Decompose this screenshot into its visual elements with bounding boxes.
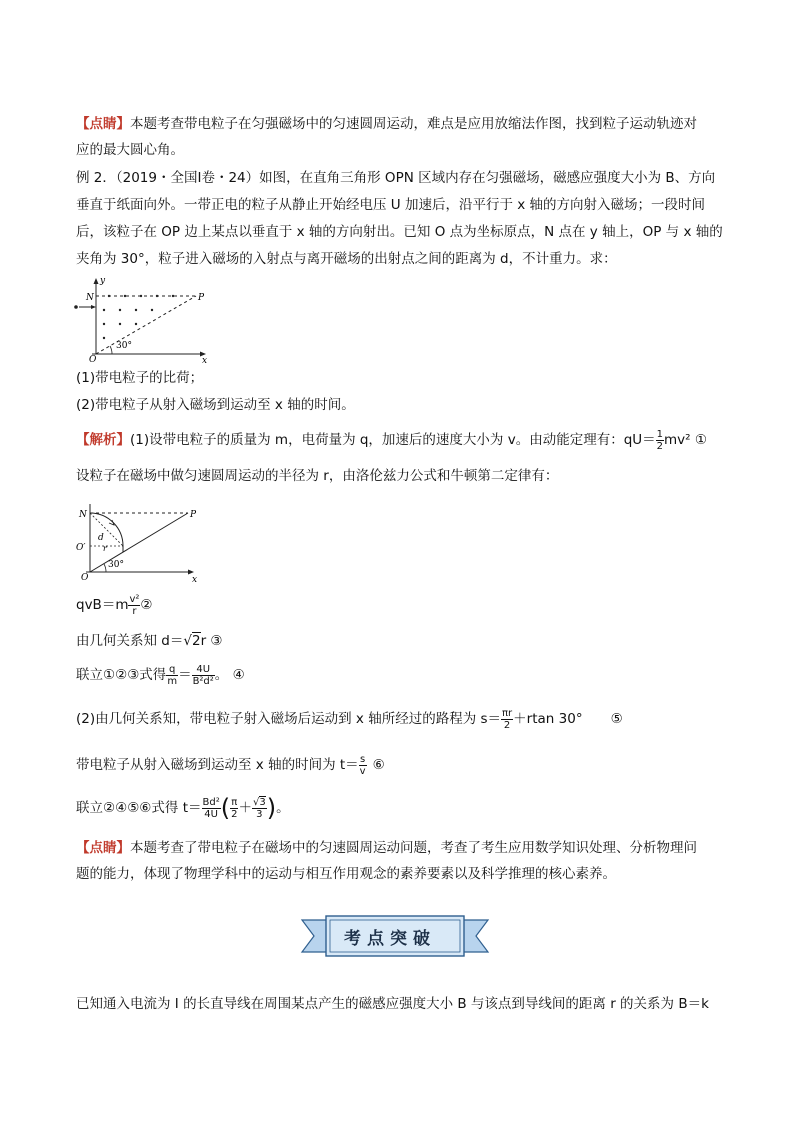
fig2-r-label: r <box>103 544 107 553</box>
fig1-N-label: N <box>86 293 94 303</box>
figure-2-diagram <box>74 494 204 584</box>
dianjing-2 <box>76 834 697 862</box>
fig2-d-label: d <box>98 533 104 543</box>
equation-5: (2)由几何关系知，带电粒子射入磁场后运动到 x 轴所经过的路程为 s＝ $\frac{\pi r}{2}$ ＋rtan 30° ⑤ <box>76 707 623 731</box>
dianjing-1 <box>76 110 697 138</box>
fig2-P-label: P <box>190 510 197 520</box>
final-line: 已知通入电流为 I 的长直导线在周围某点产生的磁感应强度大小 B 与该点到导线间的距离 r 的关系为 B＝k <box>76 996 709 1012</box>
dianjing-2-line1: 本题考查了带电粒子在磁场中的匀速圆周运动问题，考查了考生应用数学知识处理、分析物理问 <box>130 840 697 856</box>
jiexi-label: 【解析】 <box>76 432 130 448</box>
figure-1-diagram <box>72 274 212 364</box>
question-2: (2)带电粒子从射入磁场到运动至 x 轴的时间。 <box>76 397 355 413</box>
fig2-O-label: O <box>81 573 89 583</box>
fraction-half: $\frac{1}{2}$ <box>656 428 664 452</box>
fig1-angle-label: 30° <box>116 341 132 351</box>
example2-line2: 垂直于纸面向外。一带正电的粒子从静止开始经电压 U 加速后，沿平行于 x 轴的方向射入磁场；一段时间 <box>76 197 706 213</box>
fig1-y-label: y <box>100 276 106 286</box>
example2-line4: 夹角为 30°，粒子进入磁场的入射点与离开磁场的出射点之间的距离为 d，不计重力。求： <box>76 251 617 267</box>
dianjing-label: 【点睛】 <box>76 116 130 132</box>
dianjing-1-line1: 本题考查带电粒子在匀强磁场中的匀速圆周运动，难点是应用放缩法作图，找到粒子运动轨迹对 <box>130 116 697 132</box>
equation-2: qvB＝m $\frac{\text{v²}}{r}$ ② <box>76 593 153 617</box>
fig2-O1-label: O′ <box>76 543 86 553</box>
dianjing-2-line2: 题的能力，体现了物理学科中的运动与相互作用观念的素养要素以及科学推理的核心素养。 <box>76 866 616 882</box>
dianjing-1-line2: 应的最大圆心角。 <box>76 142 184 158</box>
example2-line1: 例 2．（2019・全国Ⅰ卷・24）如图，在直角三角形 OPN 区域内存在匀强磁场，磁感应强度大小为 B、方向 <box>76 170 716 186</box>
question-1: (1)带电粒子的比荷； <box>76 370 204 386</box>
fig1-P-label: P <box>198 293 205 303</box>
fig1-x-label: x <box>202 356 208 364</box>
banner-title: 考点突破 <box>344 929 436 949</box>
equation-6: 带电粒子从射入磁场到运动至 x 轴的时间为 t＝ $\frac{s}{v}$ ⑥ <box>76 753 385 777</box>
fig1-O-label: O <box>89 355 97 364</box>
sqrt-symbol: √ <box>183 633 192 649</box>
fig2-angle-label: 30° <box>108 560 124 570</box>
equation-4: 联立①②③式得 $\frac{q}{m}$ ＝ $\frac{4U}{\text{B²d²}}$ 。 ④ <box>76 663 245 687</box>
example2-line3: 后，该粒子在 OP 边上某点以垂直于 x 轴的方向射出。已知 O 点为坐标原点，N 点在 y 轴上，OP 与 x 轴的 <box>76 224 723 240</box>
fig2-N-label: N <box>79 510 87 520</box>
equation-3: 由几何关系知 d＝√2r ③ <box>76 633 223 649</box>
dianjing-label-2: 【点睛】 <box>76 840 130 856</box>
solution-line1: 【解析】(1)设带电粒子的质量为 m，电荷量为 q，加速后的速度大小为 v。由动能定理有：qU＝ $\frac{1}{2}$ mv² ① <box>76 428 707 452</box>
solution-line2: 设粒子在磁场中做匀速圆周运动的半径为 r，由洛伦兹力公式和牛顿第二定律有： <box>76 468 559 484</box>
equation-7: 联立②④⑤⑥式得 t＝ $\frac{\text{Bd²}}{4U}$ ( $\frac{\pi}{2}$ ＋ $\frac{√3}{3}$ )。 <box>76 794 290 822</box>
fig2-x-label: x <box>192 575 198 584</box>
